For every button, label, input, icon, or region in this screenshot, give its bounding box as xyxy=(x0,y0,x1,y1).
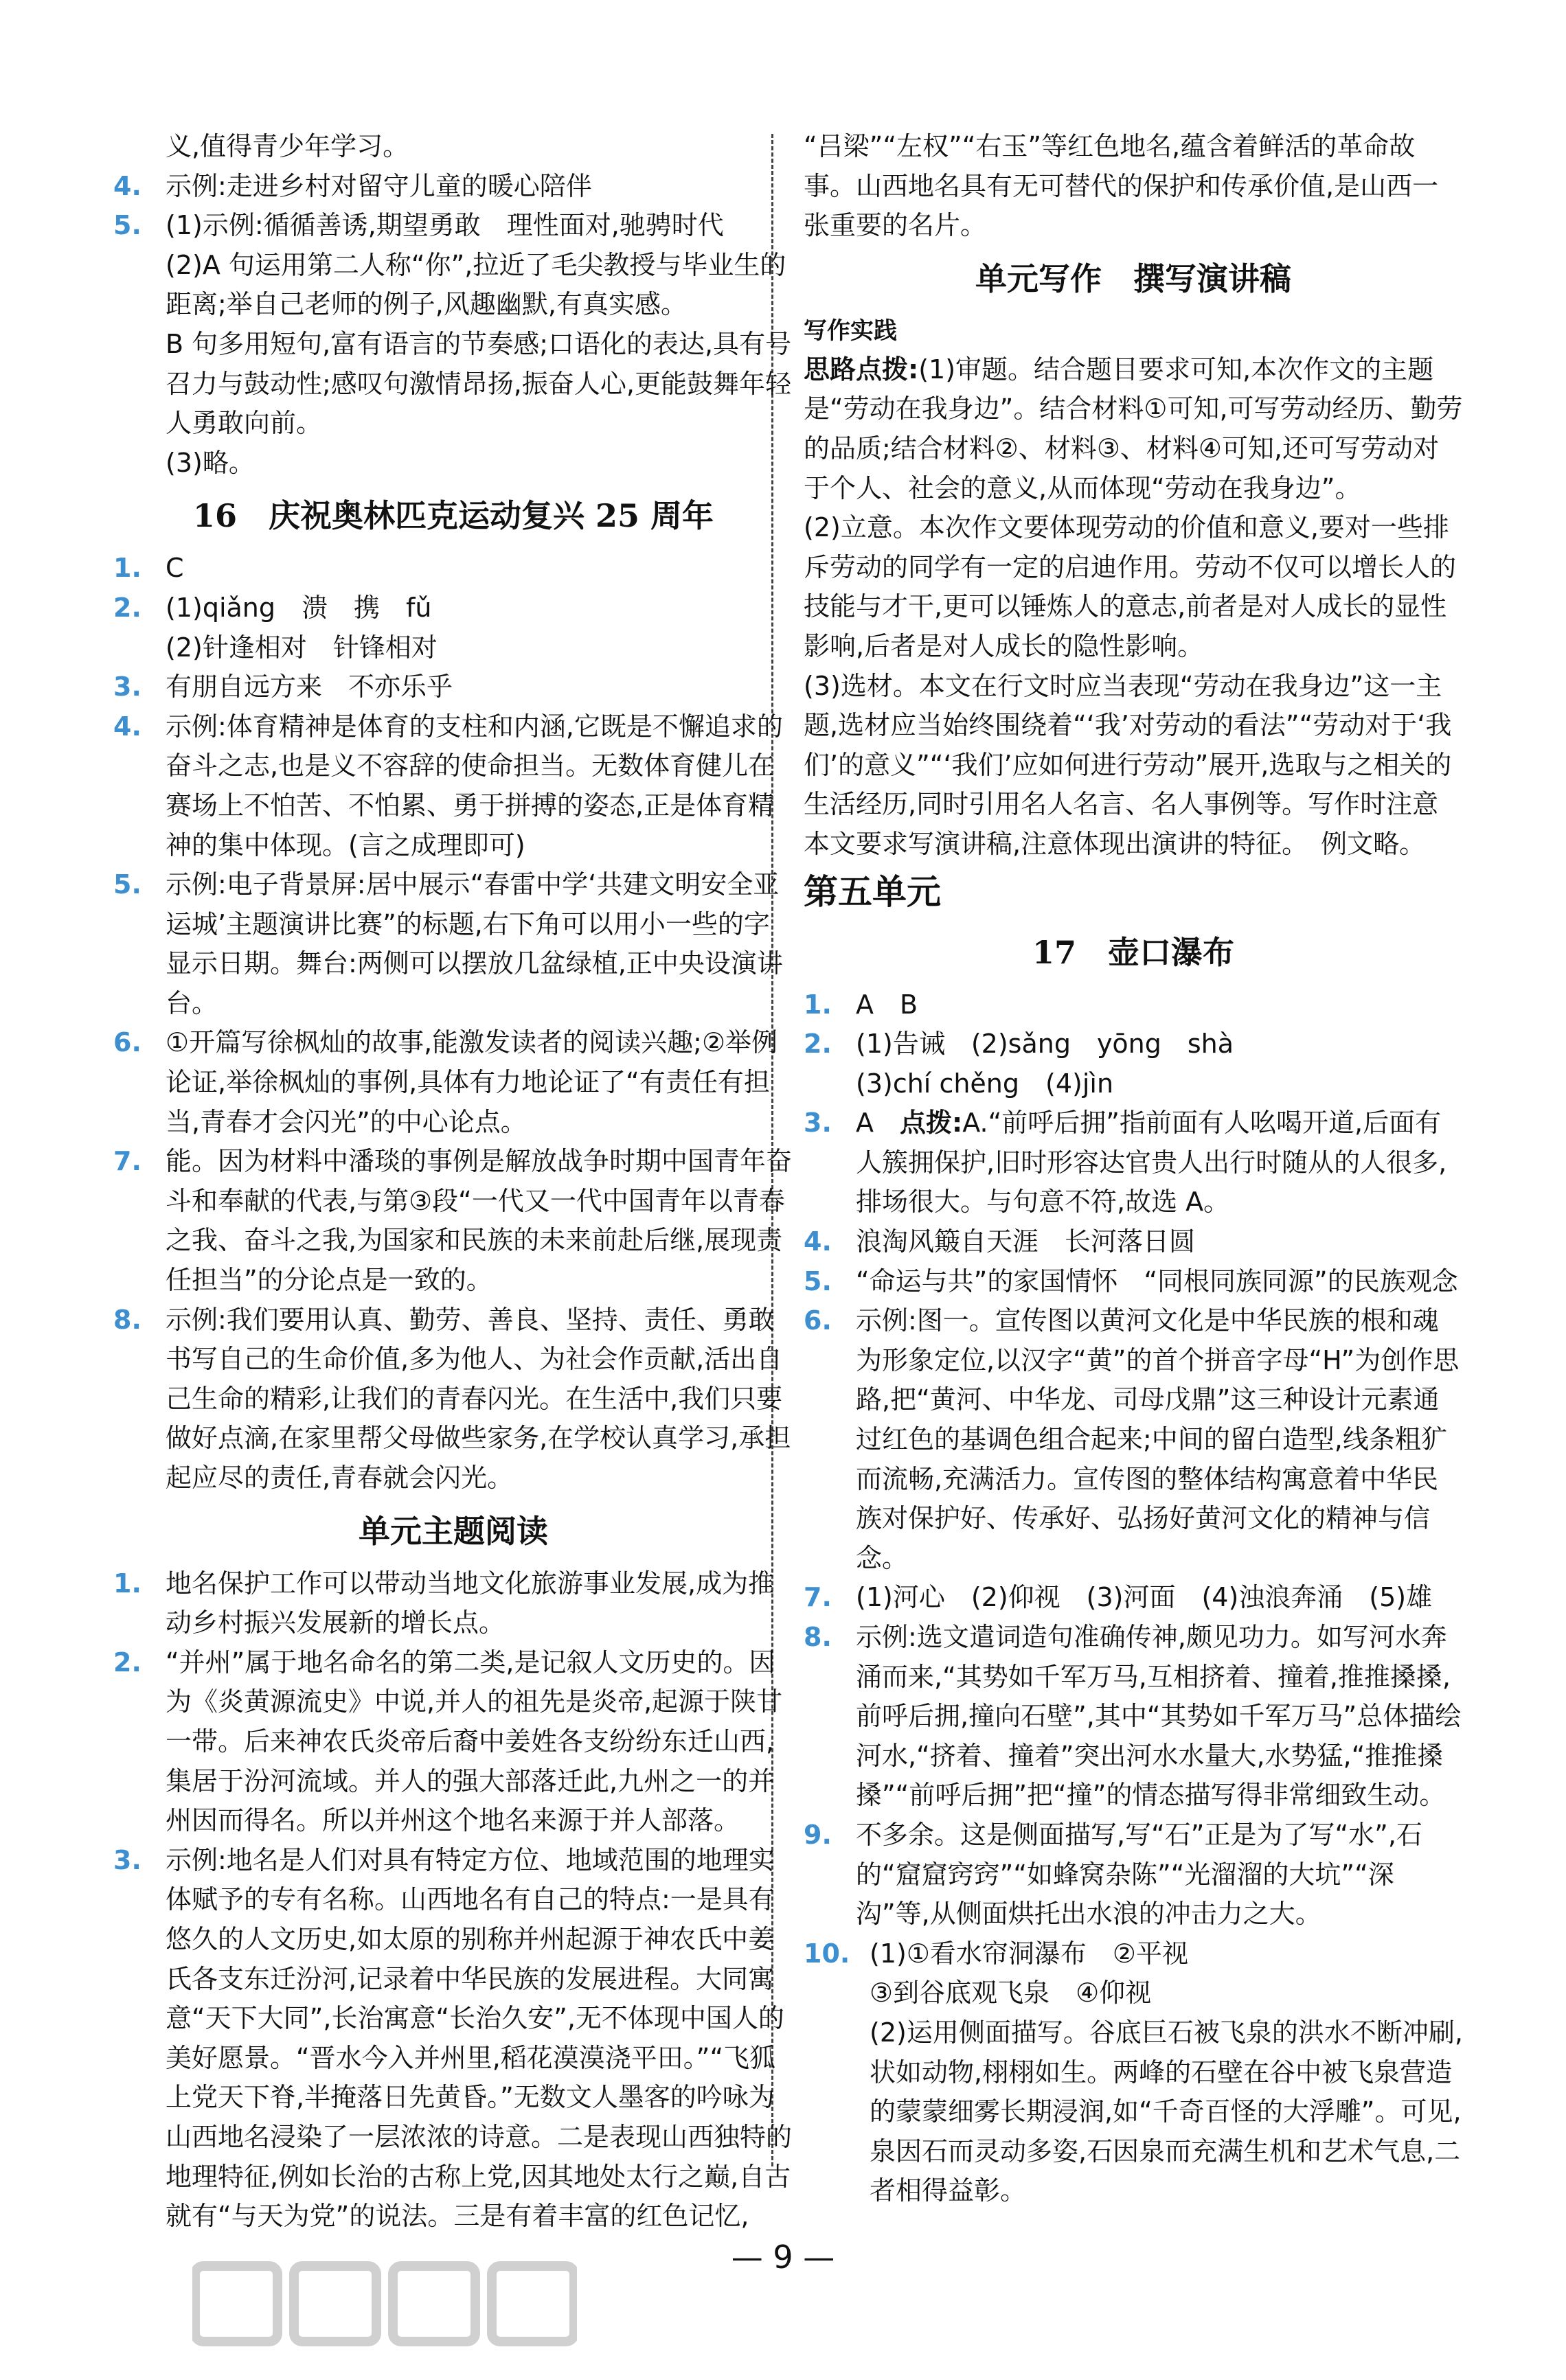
answer-number: 4. xyxy=(113,170,141,201)
answer-5 xyxy=(804,1262,1463,1302)
answer-5 xyxy=(113,865,793,1023)
answer-choice: A xyxy=(856,1108,874,1138)
answer-3 xyxy=(804,1103,1463,1222)
answer-4 xyxy=(113,707,793,865)
answer-8 xyxy=(804,1618,1463,1816)
unit-5-heading: 第五单元 xyxy=(804,871,941,912)
answer-1 xyxy=(804,985,1463,1025)
answer-text: 示例:体育精神是体育的支柱和内涵,它既是不懈追求的奋斗之志,也是义不容辞的使命担当。无数体育健儿在赛场上不怕苦、不怕累、勇于拼搏的姿态,正是体育精神的集中体现。(言之成理即可) xyxy=(166,711,783,860)
answer-text: “命运与共”的家国情怀 “同根同族同源”的民族观念 xyxy=(856,1266,1458,1296)
answer-10 xyxy=(804,1934,1463,1974)
answer-text: 地名保护工作可以带动当地文化旅游事业发展,成为推动乡村振兴发展新的增长点。 xyxy=(166,1568,775,1638)
lesson-17-title: 17 壶口瀑布 xyxy=(1032,933,1234,971)
answer-number: 1. xyxy=(804,989,832,1020)
answer-number: 8. xyxy=(113,1304,141,1335)
hint-text: (1)审题。结合题目要求可知,本次作文的主题是“劳动在我身边”。结合材料①可知,可写劳动经历、勤劳的品质;结合材料②、材料③、材料④可知,还可写劳动对于个人、社会的意义,从而体现“劳动在我身边”。 xyxy=(804,354,1463,503)
answer-7 xyxy=(113,1142,793,1300)
answer-text: C xyxy=(166,553,184,584)
hint-text: A.“前呼后拥”指前面有人吆喝开道,后面有人簇拥保护,旧时形容达官贵人出行时随从的人很多,排场很大。与句意不符,故选 A。 xyxy=(856,1108,1447,1217)
answer-6 xyxy=(804,1301,1463,1578)
answer-number: 2. xyxy=(804,1029,832,1060)
answer-number: 9. xyxy=(804,1819,832,1850)
unit-writing-title: 单元写作 撰写演讲稿 xyxy=(975,260,1291,297)
answer-number: 5. xyxy=(804,1266,832,1296)
answer-text: (1)示例:循循善诱,期望勇敢 理性面对,驰骋时代 xyxy=(166,210,724,241)
watermark-logo-icon xyxy=(192,2252,577,2355)
left-column xyxy=(113,127,793,2236)
answer-text: (3)略。 xyxy=(166,447,255,478)
answer-number: 5. xyxy=(113,869,141,900)
answer-2 xyxy=(113,588,793,628)
answer-3 xyxy=(113,1841,793,2236)
writing-hint-1 xyxy=(804,350,1463,508)
answer-text: (1)qiǎng 溃 携 fǔ xyxy=(166,592,432,623)
answer-number: 3. xyxy=(113,1844,141,1875)
answer-number: 6. xyxy=(113,1027,141,1058)
answer-6 xyxy=(113,1023,793,1142)
answer-text: B 句多用短句,富有语言的节奏感;口语化的表达,具有号召力与鼓动性;感叹句激情昂扬,振奋人心,更能鼓舞年轻人勇敢向前。 xyxy=(166,328,792,439)
answer-text: 能。因为材料中潘琰的事例是解放战争时期中国青年奋斗和奉献的代表,与第③段“一代又一代中国青年以青春之我、奋斗之我,为国家和民族的未来前赴后继,展现责任担当”的分论点是一致的。 xyxy=(166,1146,793,1296)
answer-number: 8. xyxy=(804,1622,832,1652)
answer-number: 1. xyxy=(113,553,141,584)
answer-number: 3. xyxy=(113,672,141,702)
answer-text: ③到谷底观飞泉 ④仰视 xyxy=(870,1978,1152,2009)
answer-2 xyxy=(804,1025,1463,1064)
answer-2 xyxy=(113,1643,793,1841)
hint-label: 点拨: xyxy=(900,1108,963,1138)
answer-1 xyxy=(113,1564,793,1643)
answer-number: 7. xyxy=(804,1582,832,1613)
answer-number: 4. xyxy=(113,711,141,742)
answer-text: (2)针逢相对 针锋相对 xyxy=(166,632,438,663)
answer-text xyxy=(856,1103,1463,1222)
answer-text: (2)运用侧面描写。谷底巨石被飞泉的洪水不断冲刷,状如动物,栩栩如生。两峰的石壁在谷中被飞泉营造的蒙蒙细雾长期浸润,如“千奇百怪的大浮雕”。可见,泉因石而灵动多姿,石因泉而充满生机和艺术气息,二者相得益彰。 xyxy=(870,2017,1463,2206)
answer-text: 示例:走进乡村对留守儿童的暖心陪伴 xyxy=(166,170,592,201)
page-number: — 9 — xyxy=(731,2239,835,2276)
watermark-logo xyxy=(192,2252,577,2380)
text-continuation: 义,值得青少年学习。 xyxy=(166,131,409,161)
hint-label: 思路点拨: xyxy=(804,354,919,385)
writing-hint-3: (3)选材。本文在行文时应当表现“劳动在我身边”这一主题,选材应当始终围绕着“‘我’对劳动的看法”“劳动对于‘我们’的意义”“‘我们’应如何进行劳动”展开,选取与之相关的生活经历,同时引用名人名言、名人事例等。写作时注意本文要求写演讲稿,注意体现出演讲的特征。 例文略。 xyxy=(804,670,1452,859)
answer-text: (1)告诫 (2)sǎng yōng shà xyxy=(856,1029,1234,1060)
answer-number: 7. xyxy=(113,1146,141,1177)
answer-8 xyxy=(113,1301,793,1498)
answer-number: 2. xyxy=(113,592,141,623)
answer-7 xyxy=(804,1578,1463,1618)
answer-4 xyxy=(113,167,793,207)
answer-number: 6. xyxy=(804,1305,832,1336)
answer-1 xyxy=(113,549,793,588)
answer-text: (3)chí chěng (4)jìn xyxy=(856,1068,1114,1099)
answer-3 xyxy=(113,667,793,707)
answer-number: 10. xyxy=(804,1938,850,1969)
answer-4 xyxy=(804,1222,1463,1262)
lesson-16-title: 16 庆祝奥林匹克运动复兴 25 周年 xyxy=(192,497,714,535)
answer-text: 示例:图一。宣传图以黄河文化是中华民族的根和魂为形象定位,以汉字“黄”的首个拼音字母“H”为创作思路,把“黄河、中华龙、司母戊鼎”这三种设计元素通过红色的基调色组合起来;中间的留白造型,线条粗犷而流畅,充满活力。宣传图的整体结构寓意着中华民族对保护好、传承好、弘扬好黄河文化的精神与信念。 xyxy=(856,1305,1460,1573)
answer-9 xyxy=(804,1816,1463,1934)
answer-text: 示例:选文遣词造句准确传神,颇见功力。如写河水奔涌而来,“其势如千军万马,互相挤着、撞着,推推搡搡,前呼后拥,撞向石壁”,其中“其势如千军万马”总体描绘河水,“挤着、撞着”突出河水水量大,水势猛,“推推搡搡”“前呼后拥”把“撞”的情态描写得非常细致生动。 xyxy=(856,1622,1462,1811)
answer-5 xyxy=(113,206,793,246)
unit-reading-title: 单元主题阅读 xyxy=(359,1512,548,1550)
answer-text: 示例:我们要用认真、勤劳、善良、坚持、责任、勇敢书写自己的生命价值,多为他人、为社会作贡献,活出自己生命的精彩,让我们的青春闪光。在生活中,我们只要做好点滴,在家里帮父母做些家务,在学校认真学习,承担起应尽的责任,青春就会闪光。 xyxy=(166,1304,791,1493)
answer-text: 浪淘风簸自天涯 长河落日圆 xyxy=(856,1226,1196,1257)
answer-number: 4. xyxy=(804,1226,832,1257)
answer-text: “并州”属于地名命名的第二类,是记叙人文历史的。因为《炎黄源流史》中说,并人的祖先是炎帝,起源于陕甘一带。后来神农氏炎帝后裔中姜姓各支纷纷东迁山西,集居于汾河流域。并人的强大部落迁此,九州之一的并州因而得名。所以并州这个地名来源于并人部落。 xyxy=(166,1647,783,1836)
answer-text: (1)河心 (2)仰视 (3)河面 (4)浊浪奔涌 (5)雄 xyxy=(856,1582,1433,1613)
answer-text: ①开篇写徐枫灿的故事,能激发读者的阅读兴趣;②举例论证,举徐枫灿的事例,具体有力地论证了“有责任有担当,青春才会闪光”的中心论点。 xyxy=(166,1027,778,1137)
answer-text: 不多余。这是侧面描写,写“石”正是为了写“水”,石的“窟窟窍窍”“如蜂窝杂陈”“光溜溜的大坑”“深沟”等,从侧面烘托出水浪的冲击力之大。 xyxy=(856,1819,1422,1930)
writing-practice-label: 写作实践 xyxy=(804,317,897,345)
writing-hint-2: (2)立意。本次作文要体现劳动的价值和意义,要对一些排斥劳动的同学有一定的启迪作用。劳动不仅可以增长人的技能与才干,更可以锤炼人的意志,前者是对人成长的显性影响,后者是对人成长的隐性影响。 xyxy=(804,512,1457,661)
answer-text: A B xyxy=(856,989,918,1020)
answer-number: 2. xyxy=(113,1647,141,1678)
answer-number: 3. xyxy=(804,1108,832,1138)
answer-text: 示例:地名是人们对具有特定方位、地域范围的地理实体赋予的专有名称。山西地名有自己的特点:一是具有悠久的人文历史,如太原的别称并州起源于神农氏中姜氏各支东迁汾河,记录着中华民族的发展进程。大同寓意“天下大同”,长治寓意“长治久安”,无不体现中国人的美好愿景。“晋水今入并州里,稻花漠漠浇平田。”“飞狐上党天下脊,半掩落日先黄昏。”无数文人墨客的吟咏为山西地名浸染了一层浓浓的诗意。二是表现山西独特的地理特征,例如长治的古称上党,因其地处太行之巅,自古就有“与天为党”的说法。三是有着丰富的红色记忆, xyxy=(166,1844,793,2232)
text-continuation: “吕梁”“左权”“右玉”等红色地名,蕴含着鲜活的革命故事。山西地名具有无可替代的保护和传承价值,是山西一张重要的名片。 xyxy=(804,131,1439,241)
answer-text: (1)①看水帘洞瀑布 ②平视 xyxy=(870,1938,1188,1969)
right-column xyxy=(804,127,1463,2211)
answer-text: 有朋自远方来 不亦乐乎 xyxy=(166,672,453,702)
answer-text: (2)A 句运用第二人称“你”,拉近了毛尖教授与毕业生的距离;举自己老师的例子,风趣幽默,有真实感。 xyxy=(166,249,786,320)
answer-number: 1. xyxy=(113,1568,141,1599)
answer-text: 示例:电子背景屏:居中展示“春雷中学‘共建文明安全亚运城’主题演讲比赛”的标题,右下角可以用小一些的字显示日期。舞台:两侧可以摆放几盆绿植,正中央设演讲台。 xyxy=(166,869,783,1018)
answer-number: 5. xyxy=(113,210,141,241)
